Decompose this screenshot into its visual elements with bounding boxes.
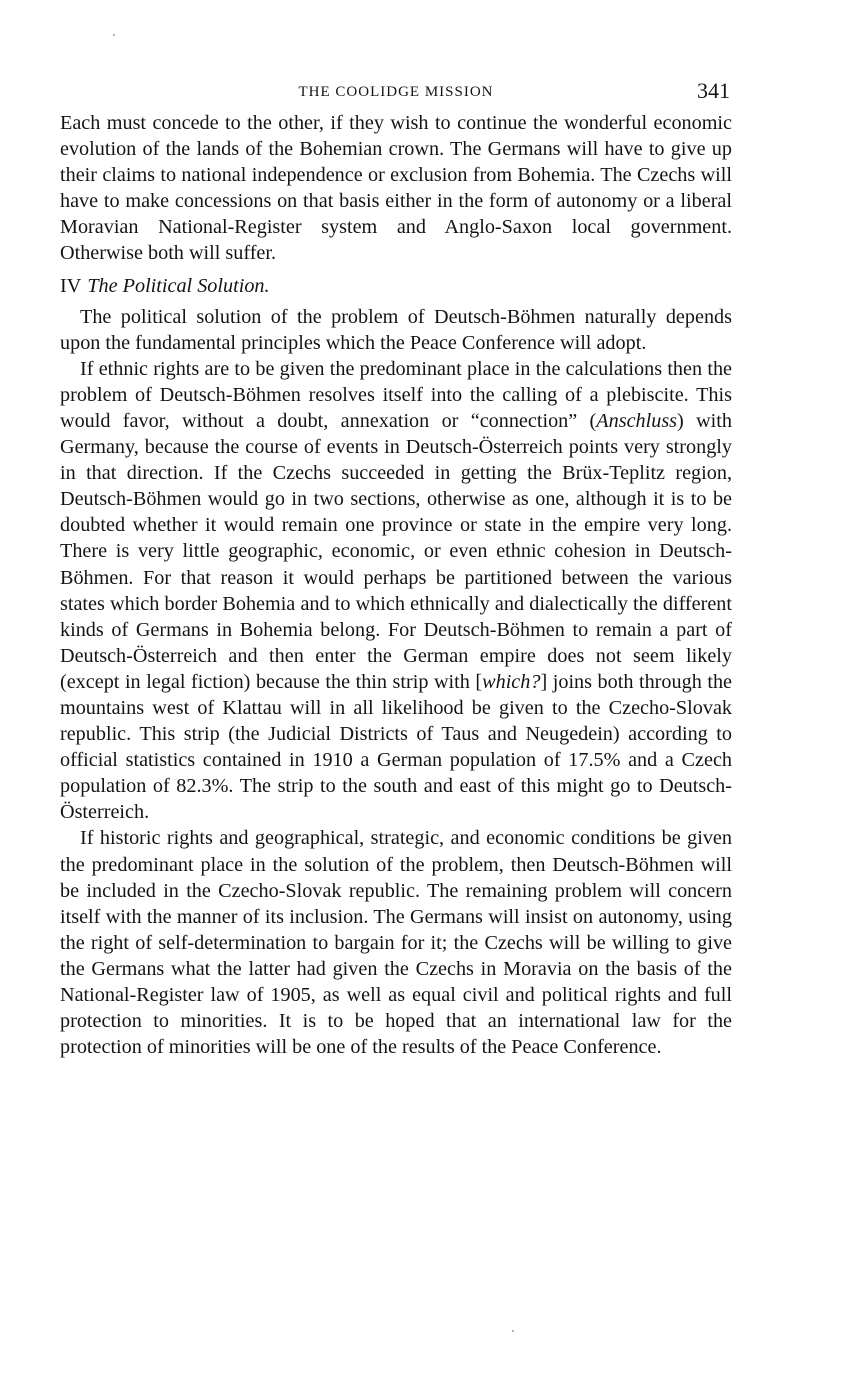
body-text <box>60 110 732 1060</box>
section-title: The Political Solution. <box>87 274 270 297</box>
paragraph-3-part-a: If ethnic rights are to be given the predominant place in the calculations then the problem of Deutsch-Böhmen resolves itself into the calling of a plebiscite. This would favor, without a doubt, annexation or “connection” ( <box>60 357 732 432</box>
page-header <box>60 78 732 110</box>
paragraph-2: The political solution of the problem of Deutsch-Böhmen naturally depends upon the fundamental principles which the Peace Conference will adopt. <box>60 305 732 354</box>
book-page <box>60 78 732 1060</box>
editorial-query: which? <box>482 670 541 693</box>
page-number: 341 <box>697 78 730 103</box>
paragraph-3 <box>60 356 732 826</box>
anschluss-term: Anschluss <box>596 409 678 432</box>
paragraph-1: Each must concede to the other, if they wish to continue the wonderful economic evolution of the lands of the Bohemian crown. The Germans will have to give up their claims to national independence or exclusion from Bohemia. The Czechs will have to make concessions on that basis either in the form of autonomy or a liberal Moravian National-Register system and Anglo-Saxon local government. Otherwise both will suffer. <box>60 112 732 265</box>
section-number: IV <box>60 274 82 297</box>
paragraph-3-part-c: ) with Germany, because the course of events in Deutsch-Österreich points very strongly in that direction. If the Czechs succeeded in getting the Brüx-Teplitz region, Deutsch-Böhmen would go in two sections, otherwise as one, although it is to be doubted whether it would remain one province or state in the empire very long. There is very little geographic, economic, or even ethnic cohesion in Deutsch-Böhmen. For that reason it would perhaps be partitioned between the various states which border Bohemia and to which ethnically and dialectically the different kinds of Germans in Bohemia belong. For Deutsch-Böhmen to remain a part of Deutsch-Österreich and then enter the German empire does not seem likely (except in legal fiction) because the thin strip with [ <box>60 409 732 693</box>
scan-speck-bottom <box>512 1330 514 1332</box>
paragraph-4: If historic rights and geographical, strategic, and economic conditions be given the predominant place in the solution of the problem, then Deutsch-Böhmen will be included in the Czecho-Slovak republic. The remaining problem will concern itself with the manner of its inclusion. The Germans will insist on autonomy, using the right of self-determination to bargain for it; the Czechs will be willing to give the Germans what the latter had given the Czechs in Moravia on the basis of the National-Register law of 1905, as well as equal civil and political rights and full protection to minorities. It is to be hoped that an international law for the protection of minorities will be one of the results of the Peace Conference. <box>60 827 732 1059</box>
section-heading <box>60 273 732 299</box>
scan-speck-top <box>113 34 115 36</box>
running-head: THE COOLIDGE MISSION <box>298 84 494 100</box>
paragraph-3-part-e: ] joins both through the mountains west of Klattau will in all likelihood be given to the Czecho-Slovak republic. This strip (the Judicial Districts of Taus and Neugedein) according to official statistics contained in 1910 a German population of 17.5% and a Czech population of 82.3%. The strip to the south and east of this might go to Deutsch-Österreich. <box>60 670 732 824</box>
